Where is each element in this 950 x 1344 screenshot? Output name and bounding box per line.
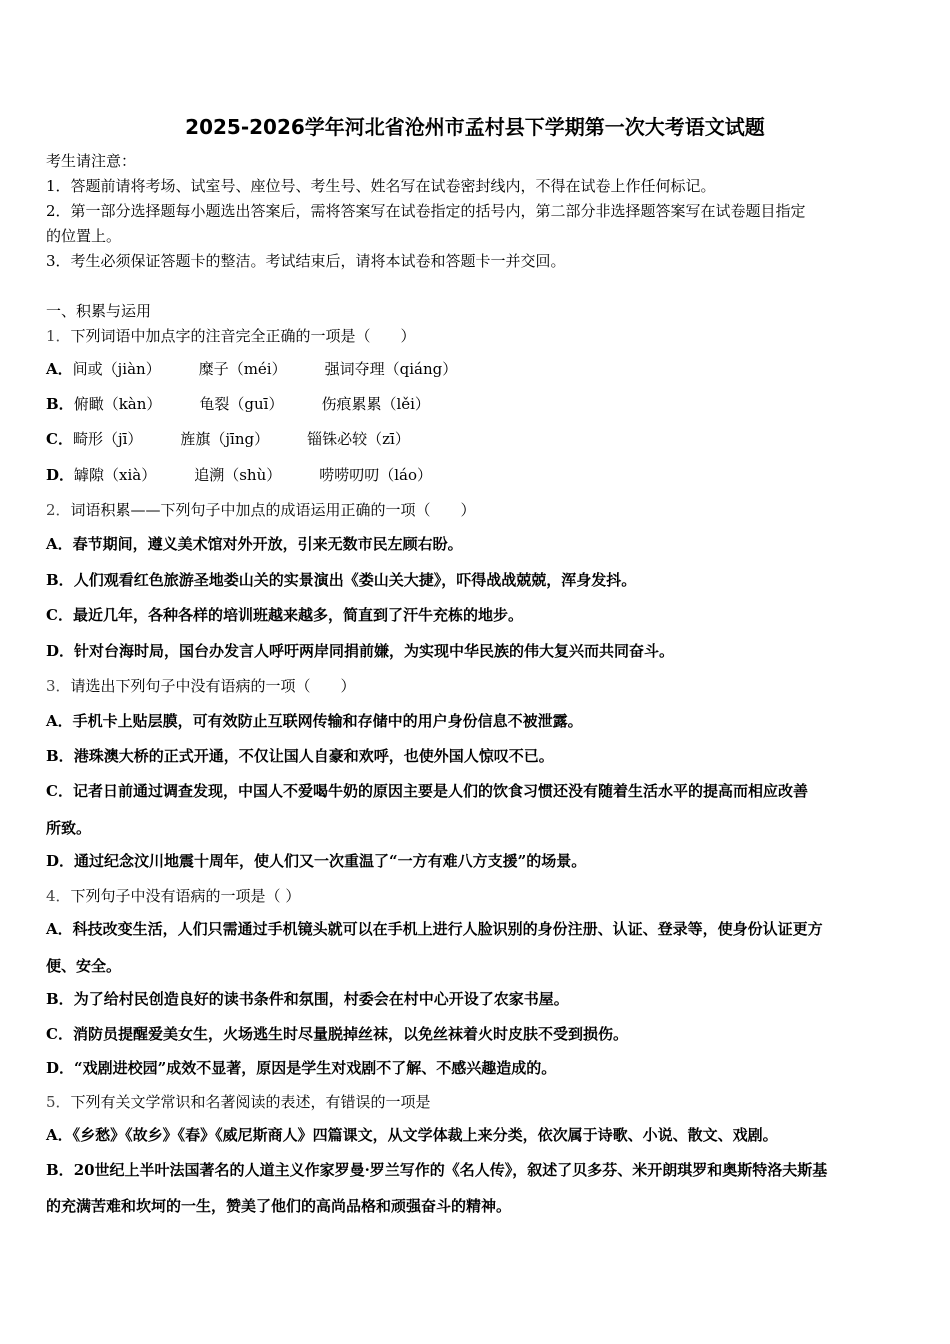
option-label: A． bbox=[46, 535, 73, 553]
q3-option-b bbox=[46, 746, 554, 766]
option-label: A． bbox=[46, 712, 73, 730]
q1-option-a bbox=[46, 359, 457, 379]
q5-option-a bbox=[46, 1125, 778, 1145]
option-word: 追溯（shù） bbox=[194, 466, 282, 484]
option-word: 唠唠叨叨（láo） bbox=[319, 466, 433, 484]
question-1 bbox=[46, 326, 416, 346]
option-label: B． bbox=[46, 747, 74, 765]
question-number: 4． bbox=[46, 887, 71, 905]
option-word: 旌旗（jīng） bbox=[180, 430, 270, 448]
question-4 bbox=[46, 886, 300, 906]
question-number: 5． bbox=[46, 1093, 71, 1111]
question-stem: 下列有关文学常识和名著阅读的表述，有错误的一项是 bbox=[70, 1093, 431, 1111]
notice-line-3: 3．考生必须保证答题卡的整洁。考试结束后，请将本试卷和答题卡一并交回。 bbox=[46, 252, 566, 270]
q1-option-d bbox=[46, 465, 432, 485]
option-text: 科技改变生活，人们只需通过手机镜头就可以在手机上进行人脸识别的身份注册、认证、登录等，使身份认证更方 bbox=[72, 920, 823, 938]
q4-option-b bbox=[46, 989, 569, 1009]
option-label: D． bbox=[46, 1059, 75, 1077]
option-label: D． bbox=[46, 852, 75, 870]
question-2 bbox=[46, 500, 476, 520]
option-text: “戏剧进校园”成效不显著，原因是学生对戏剧不了解、不感兴趣造成的。 bbox=[74, 1059, 557, 1077]
question-3 bbox=[46, 676, 356, 696]
notice-line-2: 2．第一部分选择题每小题选出答案后，需将答案写在试卷指定的括号内，第二部分非选择题答案写在试卷题目指定 bbox=[46, 202, 806, 220]
option-label: C． bbox=[46, 1025, 73, 1043]
option-word: 伤痕累累（lěi） bbox=[321, 395, 430, 413]
q3-option-c bbox=[46, 781, 808, 801]
option-label: D． bbox=[46, 466, 75, 484]
option-text: 春节期间，遵义美术馆对外开放，引来无数市民左顾右盼。 bbox=[72, 535, 463, 553]
option-label: A． bbox=[46, 920, 73, 938]
option-word: 罅隙（xià） bbox=[74, 466, 157, 484]
notice-line-1: 1．答题前请将考场、试室号、座位号、考生号、姓名写在试卷密封线内，不得在试卷上作任何标记。 bbox=[46, 177, 716, 195]
option-text: 针对台海时局，国台办发言人呼吁两岸同捐前嫌，为实现中华民族的伟大复兴而共同奋斗。 bbox=[74, 642, 675, 660]
q4-option-a bbox=[46, 919, 823, 939]
option-text: 消防员提醒爱美女生，火场逃生时尽量脱掉丝袜，以免丝袜着火时皮肤不受到损伤。 bbox=[72, 1025, 628, 1043]
option-label: B． bbox=[46, 395, 74, 413]
option-word: 龟裂（guī） bbox=[199, 395, 284, 413]
question-stem: 词语积累——下列句子中加点的成语运用正确的一项（ ） bbox=[70, 501, 476, 519]
option-label: B． bbox=[46, 990, 74, 1008]
option-text: 记者日前通过调查发现，中国人不爱喝牛奶的原因主要是人们的饮食习惯还没有随着生活水平的提高而相应改善 bbox=[72, 782, 808, 800]
q1-option-c bbox=[46, 429, 410, 449]
option-word: 锱铢必较（zī） bbox=[307, 430, 410, 448]
q2-option-d bbox=[46, 641, 674, 661]
option-text: 最近几年，各种各样的培训班越来越多，简直到了汗牛充栋的地步。 bbox=[72, 606, 523, 624]
q2-option-a bbox=[46, 534, 463, 554]
option-word: 糜子（méi） bbox=[198, 360, 287, 378]
option-label: C． bbox=[46, 430, 73, 448]
option-label: A． bbox=[46, 360, 73, 378]
question-stem: 下列句子中没有语病的一项是（ ） bbox=[70, 887, 301, 905]
q2-option-c bbox=[46, 605, 523, 625]
option-label: A． bbox=[46, 1126, 73, 1144]
section-heading: 一、积累与运用 bbox=[46, 302, 152, 320]
notice-heading: 考生请注意： bbox=[46, 152, 137, 170]
option-text: 人们观看红色旅游圣地娄山关的实景演出《娄山关大捷》，吓得战战兢兢，浑身发抖。 bbox=[73, 571, 637, 589]
q4-option-d bbox=[46, 1058, 556, 1078]
q1-option-b bbox=[46, 394, 430, 414]
option-word: 俯瞰（kàn） bbox=[73, 395, 162, 413]
option-label: C． bbox=[46, 606, 73, 624]
q5-option-b-cont: 的充满苦难和坎坷的一生，赞美了他们的高尚品格和顽强奋斗的精神。 bbox=[46, 1197, 512, 1215]
option-text: 手机卡上贴层膜，可有效防止互联网传输和存储中的用户身份信息不被泄露。 bbox=[72, 712, 583, 730]
question-stem: 下列词语中加点字的注音完全正确的一项是（ ） bbox=[70, 327, 416, 345]
question-number: 1． bbox=[46, 327, 71, 345]
q3-option-d bbox=[46, 851, 586, 871]
q4-option-a-cont: 便、安全。 bbox=[46, 957, 122, 975]
q2-option-b bbox=[46, 570, 636, 590]
page-title: 2025-2026学年河北省沧州市孟村县下学期第一次大考语文试题 bbox=[185, 115, 765, 139]
option-word: 强词夺理（qiáng） bbox=[324, 360, 458, 378]
q3-option-a bbox=[46, 711, 583, 731]
question-number: 2． bbox=[46, 501, 71, 519]
q5-option-b bbox=[46, 1160, 827, 1180]
q4-option-c bbox=[46, 1024, 628, 1044]
option-label: B． bbox=[46, 1161, 74, 1179]
option-label: B． bbox=[46, 571, 74, 589]
question-number: 3． bbox=[46, 677, 71, 695]
option-label: C． bbox=[46, 782, 73, 800]
option-label: D． bbox=[46, 642, 75, 660]
option-text: 为了给村民创造良好的读书条件和氛围，村委会在村中心开设了农家书屋。 bbox=[73, 990, 569, 1008]
question-stem: 请选出下列句子中没有语病的一项（ ） bbox=[70, 677, 356, 695]
option-word: 畸形（jī） bbox=[72, 430, 143, 448]
option-word: 间或（jiàn） bbox=[72, 360, 161, 378]
option-text: 通过纪念汶川地震十周年，使人们又一次重温了“一方有难八方支援”的场景。 bbox=[74, 852, 587, 870]
option-text: 《乡愁》《故乡》《春》《威尼斯商人》四篇课文，从文学体裁上来分类，依次属于诗歌、小说、散文、戏剧。 bbox=[72, 1126, 778, 1144]
notice-line-2-cont: 的位置上。 bbox=[46, 227, 122, 245]
question-5 bbox=[46, 1092, 431, 1112]
q3-option-c-cont: 所致。 bbox=[46, 819, 92, 837]
option-text: 20世纪上半叶法国著名的人道主义作家罗曼·罗兰写作的《名人传》，叙述了贝多芬、米开朗琪罗和奥斯特洛夫斯基 bbox=[73, 1161, 828, 1179]
option-text: 港珠澳大桥的正式开通，不仅让国人自豪和欢呼，也使外国人惊叹不已。 bbox=[73, 747, 554, 765]
